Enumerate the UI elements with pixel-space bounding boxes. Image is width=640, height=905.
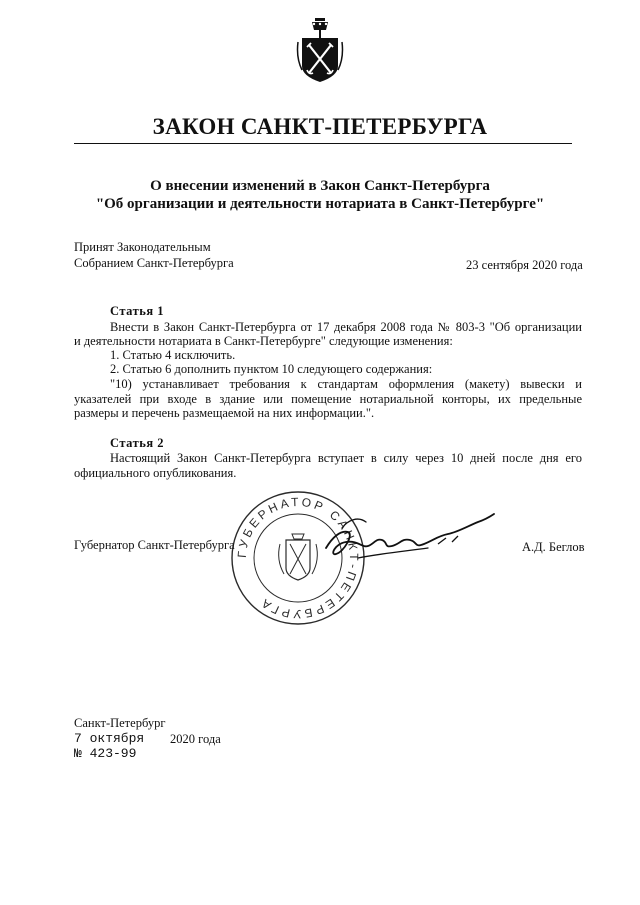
adopted-date: 23 сентября 2020 года <box>466 258 583 272</box>
article-1-item-1: 1. Статью 4 исключить. <box>110 348 236 362</box>
adopted-by-line-2: Собранием Санкт-Петербурга <box>74 256 234 270</box>
seal-ring-text: ГУБЕРНАТОР САНКТ-ПЕТЕРБУРГА <box>234 494 362 622</box>
adopted-by-line-1: Принят Законодательным <box>74 240 211 254</box>
article-1-quote-line-3: размеры и перечень размещаемой на них информации.". <box>74 406 375 420</box>
article-1-quote-line-1: "10) устанавливает требования к стандартам оформления (макету) вывески и <box>110 377 582 391</box>
article-1-text-line-1: Внести в Закон Санкт-Петербурга от 17 декабря 2008 года № 803-3 "Об организации <box>110 320 582 334</box>
law-subject-line-2: "Об организации и деятельности нотариата в Санкт-Петербурге" <box>95 196 545 212</box>
article-1-item-2: 2. Статью 6 дополнить пунктом 10 следующего содержания: <box>110 362 433 376</box>
article-1-heading: Статья 1 <box>110 304 164 318</box>
footer-city: Санкт-Петербург <box>74 716 166 730</box>
footer-law-number: № 423-99 <box>74 746 137 761</box>
footer-year: 2020 года <box>170 732 221 746</box>
article-2-heading: Статья 2 <box>110 436 164 450</box>
article-1-text-line-2: и деятельности нотариата в Санкт-Петербурге" следующие изменения: <box>74 334 453 348</box>
article-2-text-line-1: Настоящий Закон Санкт-Петербурга вступает в силу через 10 дней после дня его <box>110 451 582 465</box>
footer-day-month: 7 октября <box>74 731 145 746</box>
signatory-name: А.Д. Беглов <box>522 540 585 554</box>
handwritten-signature-icon <box>318 508 498 566</box>
title-divider <box>74 143 572 144</box>
law-subject-line-1: О внесении изменений в Закон Санкт-Петербурга <box>150 178 490 194</box>
article-1-quote-line-2: указателей при входе в здание или помещение нотариальной конторы, их предельные <box>74 392 582 406</box>
coat-of-arms-icon <box>296 18 344 84</box>
document-title: ЗАКОН САНКТ-ПЕТЕРБУРГА <box>152 114 488 139</box>
signatory-position: Губернатор Санкт-Петербурга <box>74 538 235 552</box>
article-2-text-line-2: официального опубликования. <box>74 466 237 480</box>
